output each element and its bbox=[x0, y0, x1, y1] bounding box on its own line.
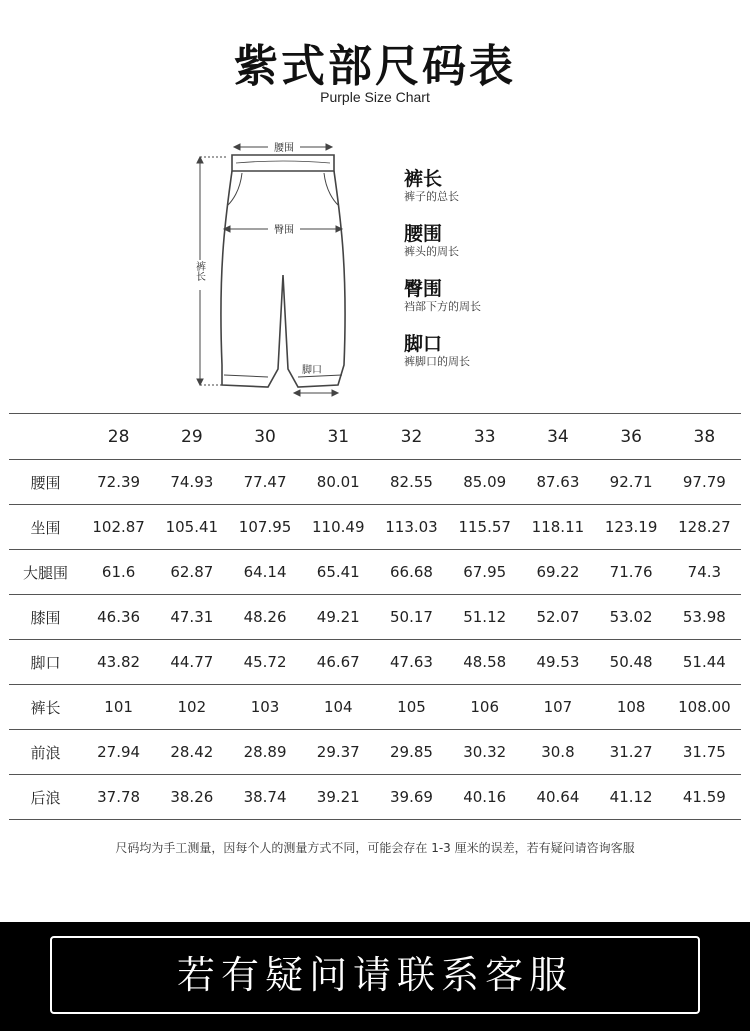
size-header-cell: 36 bbox=[595, 414, 668, 460]
measurement-cell: 37.78 bbox=[82, 775, 155, 820]
row-label: 膝围 bbox=[9, 595, 82, 640]
measurement-cell: 49.21 bbox=[302, 595, 375, 640]
measurement-cell: 29.85 bbox=[375, 730, 448, 775]
table-row bbox=[9, 775, 741, 820]
measurement-cell: 47.31 bbox=[155, 595, 228, 640]
measurement-cell: 47.63 bbox=[375, 640, 448, 685]
legend-desc: 裆部下方的周长 bbox=[404, 300, 481, 313]
row-label: 大腿围 bbox=[9, 550, 82, 595]
measurement-cell: 113.03 bbox=[375, 505, 448, 550]
row-label: 后浪 bbox=[9, 775, 82, 820]
measurement-cell: 29.37 bbox=[302, 730, 375, 775]
measurement-cell: 92.71 bbox=[595, 460, 668, 505]
measurement-cell: 52.07 bbox=[521, 595, 594, 640]
waist-label: 腰围 bbox=[274, 143, 294, 154]
measurement-cell: 30.8 bbox=[521, 730, 594, 775]
page-subtitle: Purple Size Chart bbox=[320, 89, 430, 105]
legend-name: 脚口 bbox=[404, 333, 443, 355]
measurement-cell: 27.94 bbox=[82, 730, 155, 775]
table-row bbox=[9, 505, 741, 550]
measurement-cell: 64.14 bbox=[228, 550, 301, 595]
measurement-cell: 110.49 bbox=[302, 505, 375, 550]
measurement-cell: 61.6 bbox=[82, 550, 155, 595]
measurement-cell: 102.87 bbox=[82, 505, 155, 550]
measurement-cell: 51.44 bbox=[668, 640, 741, 685]
size-header-cell: 29 bbox=[155, 414, 228, 460]
measurement-cell: 46.36 bbox=[82, 595, 155, 640]
measurement-cell: 30.32 bbox=[448, 730, 521, 775]
measurement-cell: 31.75 bbox=[668, 730, 741, 775]
size-header-cell: 38 bbox=[668, 414, 741, 460]
measurement-cell: 118.11 bbox=[521, 505, 594, 550]
size-header-cell: 30 bbox=[228, 414, 301, 460]
legend-item-waist bbox=[404, 223, 481, 259]
legend-desc: 裤头的周长 bbox=[404, 245, 459, 258]
page-title: 紫式部尺码表 bbox=[234, 41, 516, 92]
measurement-cell: 106 bbox=[448, 685, 521, 730]
measurement-cell: 28.89 bbox=[228, 730, 301, 775]
header-corner-cell bbox=[9, 414, 82, 460]
measurement-cell: 105.41 bbox=[155, 505, 228, 550]
hip-label: 臀围 bbox=[274, 225, 294, 236]
measurement-cell: 45.72 bbox=[228, 640, 301, 685]
measurement-cell: 97.79 bbox=[668, 460, 741, 505]
pants-diagram bbox=[188, 135, 378, 397]
measurement-legend bbox=[404, 168, 481, 388]
measurement-cell: 107 bbox=[521, 685, 594, 730]
size-table bbox=[9, 413, 741, 820]
measurement-cell: 82.55 bbox=[375, 460, 448, 505]
legend-desc: 裤子的总长 bbox=[404, 190, 459, 203]
table-row bbox=[9, 640, 741, 685]
table-row bbox=[9, 595, 741, 640]
measurement-cell: 66.68 bbox=[375, 550, 448, 595]
measurement-cell: 38.26 bbox=[155, 775, 228, 820]
table-row bbox=[9, 460, 741, 505]
table-row bbox=[9, 730, 741, 775]
contact-service-banner[interactable]: 若有疑问请联系客服 bbox=[50, 936, 700, 1014]
measurement-cell: 48.26 bbox=[228, 595, 301, 640]
measurement-cell: 115.57 bbox=[448, 505, 521, 550]
measurement-cell: 53.98 bbox=[668, 595, 741, 640]
size-header-cell: 31 bbox=[302, 414, 375, 460]
measurement-cell: 39.21 bbox=[302, 775, 375, 820]
measurement-cell: 87.63 bbox=[521, 460, 594, 505]
measurement-cell: 40.16 bbox=[448, 775, 521, 820]
measurement-cell: 50.17 bbox=[375, 595, 448, 640]
hem-label: 脚口 bbox=[302, 365, 322, 376]
measurement-cell: 51.12 bbox=[448, 595, 521, 640]
row-label: 前浪 bbox=[9, 730, 82, 775]
measurement-cell: 71.76 bbox=[595, 550, 668, 595]
row-label: 腰围 bbox=[9, 460, 82, 505]
measurement-cell: 108 bbox=[595, 685, 668, 730]
measurement-note: 尺码均为手工测量，因每个人的测量方式不同，可能会存在 1-3 厘米的误差，若有疑问请咨询客服 bbox=[115, 841, 635, 855]
size-header-row bbox=[9, 414, 741, 460]
measurement-cell: 108.00 bbox=[668, 685, 741, 730]
measurement-cell: 123.19 bbox=[595, 505, 668, 550]
measurement-cell: 41.12 bbox=[595, 775, 668, 820]
measurement-cell: 69.22 bbox=[521, 550, 594, 595]
measurement-cell: 39.69 bbox=[375, 775, 448, 820]
size-header-cell: 32 bbox=[375, 414, 448, 460]
size-header-cell: 28 bbox=[82, 414, 155, 460]
measurement-cell: 65.41 bbox=[302, 550, 375, 595]
legend-name: 裤长 bbox=[404, 168, 443, 190]
legend-item-hem bbox=[404, 333, 481, 369]
legend-item-hip bbox=[404, 278, 481, 314]
measurement-cell: 103 bbox=[228, 685, 301, 730]
measurement-cell: 48.58 bbox=[448, 640, 521, 685]
table-row bbox=[9, 685, 741, 730]
measurement-cell: 80.01 bbox=[302, 460, 375, 505]
measurement-cell: 77.47 bbox=[228, 460, 301, 505]
measurement-cell: 101 bbox=[82, 685, 155, 730]
footer-banner bbox=[0, 922, 750, 1031]
measurement-cell: 85.09 bbox=[448, 460, 521, 505]
measurement-cell: 40.64 bbox=[521, 775, 594, 820]
size-header-cell: 34 bbox=[521, 414, 594, 460]
measurement-cell: 105 bbox=[375, 685, 448, 730]
measurement-cell: 49.53 bbox=[521, 640, 594, 685]
legend-name: 臀围 bbox=[404, 278, 443, 300]
measurement-cell: 67.95 bbox=[448, 550, 521, 595]
row-label: 脚口 bbox=[9, 640, 82, 685]
measurement-cell: 46.67 bbox=[302, 640, 375, 685]
measurement-cell: 50.48 bbox=[595, 640, 668, 685]
table-row bbox=[9, 550, 741, 595]
measurement-cell: 74.93 bbox=[155, 460, 228, 505]
length-label: 裤长 bbox=[193, 261, 205, 281]
measurement-cell: 53.02 bbox=[595, 595, 668, 640]
legend-item-length bbox=[404, 168, 481, 204]
row-label: 裤长 bbox=[9, 685, 82, 730]
measurement-cell: 43.82 bbox=[82, 640, 155, 685]
measurement-cell: 38.74 bbox=[228, 775, 301, 820]
measurement-cell: 104 bbox=[302, 685, 375, 730]
measurement-cell: 28.42 bbox=[155, 730, 228, 775]
measurement-cell: 107.95 bbox=[228, 505, 301, 550]
size-header-cell: 33 bbox=[448, 414, 521, 460]
legend-name: 腰围 bbox=[404, 223, 443, 245]
measurement-cell: 102 bbox=[155, 685, 228, 730]
measurement-cell: 74.3 bbox=[668, 550, 741, 595]
measurement-cell: 44.77 bbox=[155, 640, 228, 685]
measurement-cell: 72.39 bbox=[82, 460, 155, 505]
measurement-cell: 31.27 bbox=[595, 730, 668, 775]
size-table-body bbox=[9, 414, 741, 820]
measurement-cell: 62.87 bbox=[155, 550, 228, 595]
row-label: 坐围 bbox=[9, 505, 82, 550]
measurement-cell: 41.59 bbox=[668, 775, 741, 820]
legend-desc: 裤脚口的周长 bbox=[404, 355, 470, 368]
measurement-cell: 128.27 bbox=[668, 505, 741, 550]
